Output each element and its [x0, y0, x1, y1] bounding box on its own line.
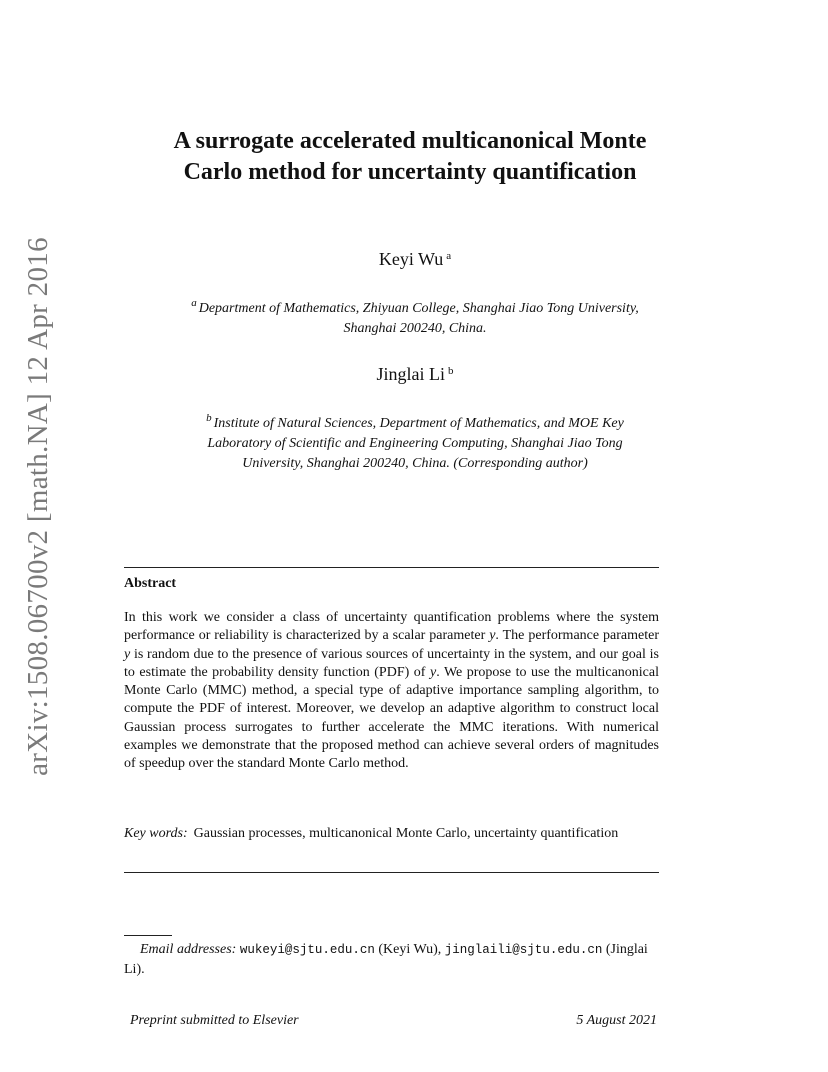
math-variable: y: [124, 646, 131, 662]
abstract-text: . The performance parameter: [495, 628, 660, 644]
title-line-1: A surrogate accelerated multicanonical Monte: [173, 128, 647, 154]
date-footer: 5 August 2021: [576, 1013, 657, 1028]
arxiv-sidebar-stamp: [18, 236, 58, 776]
preprint-footer: Preprint submitted to Elsevier: [130, 1013, 299, 1028]
affiliation-line: Shanghai 200240, China.: [343, 321, 487, 336]
author-affiliation-mark: a: [446, 250, 452, 262]
affiliation-line: University, Shanghai 200240, China. (Corresponding author): [242, 456, 588, 471]
footnote-rule: [124, 935, 172, 936]
keywords-text: Gaussian processes, multicanonical Monte Carlo, uncertainty quantification: [193, 826, 619, 841]
abstract-bottom-rule: [124, 872, 659, 873]
footnote-text: (Keyi Wu),: [374, 942, 445, 957]
abstract-text: In this work we consider a class of uncertainty quantification problems where the system performance or reliability is characterized by a scalar parameter: [124, 610, 659, 644]
email-link[interactable]: jinglaili@sjtu.edu.cn: [444, 943, 603, 957]
keywords: [124, 824, 659, 843]
affiliation-line: Institute of Natural Sciences, Department of Mathematics, and MOE Key: [213, 416, 624, 431]
arxiv-identifier: arXiv:1508.06700v2 [math.NA] 12 Apr 2016: [21, 236, 54, 776]
affiliation-line: Laboratory of Scientific and Engineering Computing, Shanghai Jiao Tong: [207, 436, 623, 451]
math-variable: y: [489, 628, 496, 644]
author-jinglai-li: [250, 364, 580, 385]
author-affiliation-mark: b: [448, 365, 454, 377]
email-link[interactable]: wukeyi@sjtu.edu.cn: [239, 943, 375, 957]
author-name: Jinglai Li: [376, 364, 445, 384]
affiliation-mark: a: [191, 297, 197, 309]
affiliation-line: Department of Mathematics, Zhiyuan College, Shanghai Jiao Tong University,: [198, 301, 639, 316]
author-keyi-wu: [250, 249, 580, 270]
title-line-2: Carlo method for uncertainty quantification: [183, 159, 637, 185]
abstract-text: . We propose to use the multicanonical Monte Carlo (MMC) method, a special type of adaptive importance sampling algorithm, to compute the PDF of interest. Moreover, we develop an adaptive algorithm to construct local Gaussian process surrogates to further accelerate the MMC iterations. With numerical examples we demonstrate that the proposed method can achieve several orders of magnitudes of speedup over the standard Monte Carlo method.: [124, 664, 660, 772]
footnote-label: Email addresses:: [140, 942, 237, 957]
math-variable: y: [429, 664, 437, 680]
affiliation-mark: b: [206, 412, 212, 424]
paper-title: [110, 126, 710, 188]
abstract-heading: Abstract: [124, 576, 177, 591]
abstract-top-rule: [124, 567, 659, 568]
affiliation-b: [120, 408, 710, 474]
abstract-body: [124, 609, 659, 774]
footnote-email: [124, 940, 659, 979]
affiliation-a: [120, 293, 710, 339]
abstract-text: is random due to the presence of various sources of uncertainty in the system, and our goal is to estimate the probability density function (PDF) of: [124, 646, 659, 680]
footnote-text: (Jinglai Li).: [124, 942, 648, 977]
author-name: Keyi Wu: [378, 249, 444, 269]
keywords-label: Key words:: [124, 826, 188, 841]
